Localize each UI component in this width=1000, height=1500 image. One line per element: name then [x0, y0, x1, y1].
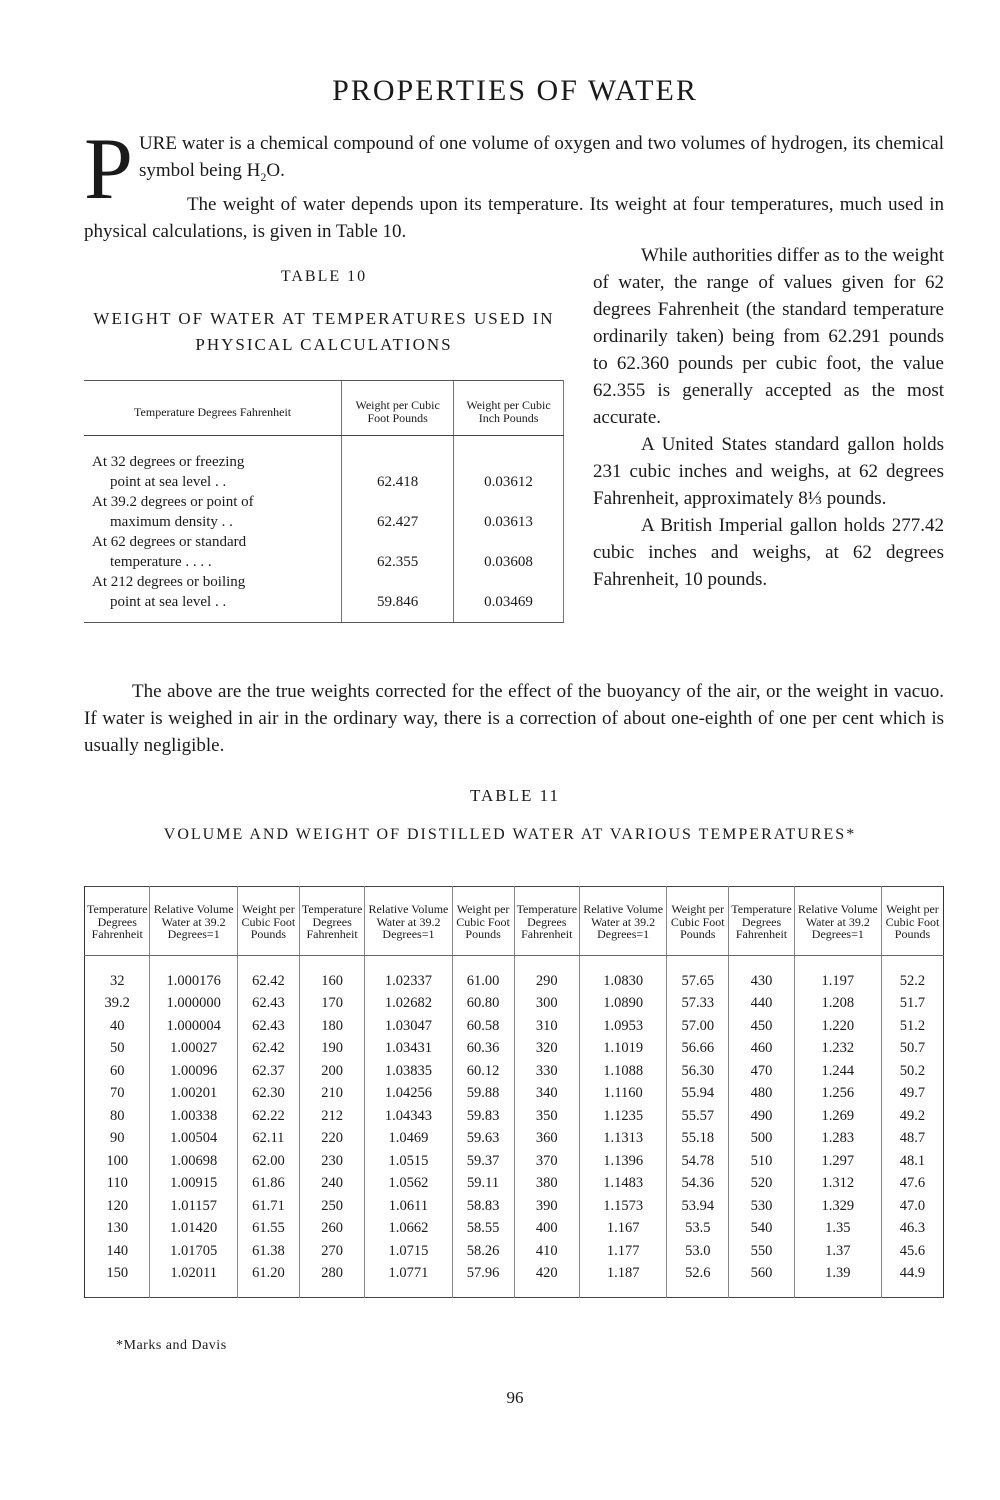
table-11-cell-temp: 450 — [729, 1015, 794, 1038]
table-11-cell-wt: 44.9 — [881, 1262, 943, 1297]
table-11-cell-temp: 212 — [299, 1105, 364, 1128]
table-11-cell-wt: 51.7 — [881, 992, 943, 1015]
table-11-cell-temp: 190 — [299, 1037, 364, 1060]
table-11-cell-wt: 48.7 — [881, 1127, 943, 1150]
table-11-cell-wt: 52.2 — [881, 955, 943, 992]
table-11-cell-temp: 50 — [85, 1037, 150, 1060]
table-11-cell-vol: 1.00338 — [150, 1105, 237, 1128]
table-11-cell-vol: 1.283 — [794, 1127, 881, 1150]
table-11-cell-wt: 57.33 — [667, 992, 729, 1015]
table-11-cell-vol: 1.02682 — [365, 992, 452, 1015]
table-11-cell-vol: 1.02011 — [150, 1262, 237, 1297]
table-11-row — [85, 1150, 944, 1173]
table-11-cell-vol: 1.000004 — [150, 1015, 237, 1038]
table-11-header-wt: Weight per Cubic Foot Pounds — [452, 887, 514, 956]
table-11-cell-temp: 460 — [729, 1037, 794, 1060]
table-11-cell-temp: 290 — [514, 955, 579, 992]
table-11-cell-wt: 45.6 — [881, 1240, 943, 1263]
table-11-row — [85, 1127, 944, 1150]
table-11-cell-vol: 1.0715 — [365, 1240, 452, 1263]
table-11-cell-wt: 59.11 — [452, 1172, 514, 1195]
table-11-cell-vol: 1.01420 — [150, 1217, 237, 1240]
intro-sentence-2: The weight of water depends upon its temperature. Its weight at four temperatures, much used in physical calculations, is given in Table 10. — [84, 193, 944, 242]
table-11-cell-wt: 57.65 — [667, 955, 729, 992]
table-11-cell-temp: 380 — [514, 1172, 579, 1195]
table-11-cell-temp: 340 — [514, 1082, 579, 1105]
side-paragraph-us-gallon: A United States standard gallon holds 231 cubic inches and weighs, at 62 degrees Fahrenheit, approximately 8⅓ pounds. — [593, 434, 944, 509]
table-10-title: WEIGHT OF WATER AT TEMPERATURES USED IN PHYSICAL CALCULATIONS — [93, 309, 555, 354]
table-10-row — [84, 532, 564, 572]
table-11-cell-wt: 49.2 — [881, 1105, 943, 1128]
table-11-cell-wt: 62.37 — [237, 1060, 299, 1083]
table-10-header-temp: Temperature Degrees Fahrenheit — [84, 381, 342, 436]
table-11-header-temp: Temperature Degrees Fahrenheit — [299, 887, 364, 956]
table-11-cell-vol: 1.1235 — [580, 1105, 667, 1128]
table-11-cell-temp: 240 — [299, 1172, 364, 1195]
table-11-row — [85, 992, 944, 1015]
table-11-cell-wt: 59.37 — [452, 1150, 514, 1173]
table-11-cell-wt: 62.43 — [237, 992, 299, 1015]
table-11-row — [85, 1082, 944, 1105]
table-11-row — [85, 1037, 944, 1060]
table-11-cell-temp: 560 — [729, 1262, 794, 1297]
table-11-cell-wt: 50.2 — [881, 1060, 943, 1083]
table-11-cell-wt: 61.00 — [452, 955, 514, 992]
table-11-cell-temp: 540 — [729, 1217, 794, 1240]
table-11-cell-vol: 1.1160 — [580, 1082, 667, 1105]
table-11-cell-vol: 1.220 — [794, 1015, 881, 1038]
table-11-title: VOLUME AND WEIGHT OF DISTILLED WATER AT VARIOUS TEMPERATURES* — [163, 826, 857, 843]
table-10-cu-ft-value: 59.846 — [342, 572, 454, 623]
table-10-condition: At 32 degrees or freezing point at sea level . . — [92, 454, 245, 490]
table-10-condition: At 39.2 degrees or point of maximum density . . — [92, 494, 254, 530]
table-10-header-cu-ft: Weight per Cubic Foot Pounds — [342, 381, 454, 436]
table-11-cell-temp: 310 — [514, 1015, 579, 1038]
table-11-row — [85, 955, 944, 992]
table-10-row — [84, 436, 564, 493]
table-11-cell-temp: 520 — [729, 1172, 794, 1195]
table-11-cell-wt: 58.83 — [452, 1195, 514, 1218]
table-11-cell-wt: 62.11 — [237, 1127, 299, 1150]
table-11-cell-temp: 210 — [299, 1082, 364, 1105]
table-11-cell-wt: 46.3 — [881, 1217, 943, 1240]
drop-cap: P — [84, 121, 133, 218]
table-11-cell-wt: 53.0 — [667, 1240, 729, 1263]
table-11-cell-vol: 1.01705 — [150, 1240, 237, 1263]
intro-sentence-1: URE water is a chemical compound of one volume of oxygen and two volumes of hydrogen, its chemical symbol being — [138, 133, 944, 181]
table-11-cell-temp: 280 — [299, 1262, 364, 1297]
table-11-cell-wt: 57.00 — [667, 1015, 729, 1038]
table-11-header-vol: Relative Volume Water at 39.2 Degrees=1 — [365, 887, 452, 956]
table-11-cell-vol: 1.39 — [794, 1262, 881, 1297]
table-11-cell-vol: 1.0611 — [365, 1195, 452, 1218]
table-10-cu-ft-value: 62.418 — [342, 436, 454, 493]
table-11-cell-wt: 57.96 — [452, 1262, 514, 1297]
table-11-cell-temp: 80 — [85, 1105, 150, 1128]
page-number: 96 — [506, 1388, 524, 1407]
table-11-cell-wt: 47.6 — [881, 1172, 943, 1195]
table-11-cell-temp: 440 — [729, 992, 794, 1015]
table-11-cell-wt: 54.78 — [667, 1150, 729, 1173]
table-11-cell-temp: 120 — [85, 1195, 150, 1218]
table-11-row — [85, 1262, 944, 1297]
table-11-cell-wt: 51.2 — [881, 1015, 943, 1038]
table-11-cell-temp: 300 — [514, 992, 579, 1015]
table-10-header-cu-in: Weight per Cubic Inch Pounds — [454, 381, 564, 436]
table-10 — [84, 380, 564, 623]
table-11-cell-temp: 410 — [514, 1240, 579, 1263]
table-11-cell-vol: 1.197 — [794, 955, 881, 992]
table-11-cell-vol: 1.00201 — [150, 1082, 237, 1105]
side-paragraph-imperial-gallon: A British Imperial gallon holds 277.42 cubic inches and weighs, at 62 degrees Fahrenheit, 10 pounds. — [593, 515, 944, 590]
table-11-cell-temp: 32 — [85, 955, 150, 992]
table-11-cell-wt: 62.42 — [237, 1037, 299, 1060]
table-10-row — [84, 572, 564, 623]
table-11-cell-vol: 1.297 — [794, 1150, 881, 1173]
table-11-cell-vol: 1.35 — [794, 1217, 881, 1240]
table-11-cell-vol: 1.00027 — [150, 1037, 237, 1060]
table-11-cell-wt: 61.38 — [237, 1240, 299, 1263]
table-11-cell-wt: 55.18 — [667, 1127, 729, 1150]
table-11-cell-vol: 1.0890 — [580, 992, 667, 1015]
table-11-cell-vol: 1.02337 — [365, 955, 452, 992]
table-11-header-vol: Relative Volume Water at 39.2 Degrees=1 — [150, 887, 237, 956]
table-11-cell-temp: 470 — [729, 1060, 794, 1083]
table-11-cell-vol: 1.0771 — [365, 1262, 452, 1297]
table-10-cu-in-value: 0.03613 — [454, 492, 564, 532]
table-11-cell-wt: 60.80 — [452, 992, 514, 1015]
table-10-condition: At 62 degrees or standard temperature . . . . — [92, 534, 247, 570]
table-11-cell-vol: 1.0562 — [365, 1172, 452, 1195]
table-11-cell-temp: 270 — [299, 1240, 364, 1263]
intro-paragraph — [84, 121, 944, 245]
table-11-cell-temp: 110 — [85, 1172, 150, 1195]
table-11-header-vol: Relative Volume Water at 39.2 Degrees=1 — [580, 887, 667, 956]
table-11-cell-wt: 60.12 — [452, 1060, 514, 1083]
table-11-cell-temp: 500 — [729, 1127, 794, 1150]
table-11-cell-vol: 1.00915 — [150, 1172, 237, 1195]
table-11-cell-wt: 52.6 — [667, 1262, 729, 1297]
table-11-cell-vol: 1.187 — [580, 1262, 667, 1297]
table-11-cell-vol: 1.00096 — [150, 1060, 237, 1083]
table-10-row — [84, 492, 564, 532]
table-11-cell-wt: 55.94 — [667, 1082, 729, 1105]
table-11-cell-temp: 40 — [85, 1015, 150, 1038]
table-11-cell-vol: 1.0515 — [365, 1150, 452, 1173]
table-11-cell-vol: 1.1088 — [580, 1060, 667, 1083]
table-11-header-vol: Relative Volume Water at 39.2 Degrees=1 — [794, 887, 881, 956]
table-11-cell-vol: 1.1313 — [580, 1127, 667, 1150]
table-11-label: TABLE 11 — [469, 786, 561, 805]
table-11-cell-temp: 100 — [85, 1150, 150, 1173]
table-11-cell-vol: 1.329 — [794, 1195, 881, 1218]
table-11-cell-temp: 400 — [514, 1217, 579, 1240]
table-11-row — [85, 1105, 944, 1128]
table-11-cell-temp: 320 — [514, 1037, 579, 1060]
table-11-cell-temp: 510 — [729, 1150, 794, 1173]
table-11-cell-wt: 54.36 — [667, 1172, 729, 1195]
table-11-cell-wt: 59.63 — [452, 1127, 514, 1150]
table-11-cell-temp: 200 — [299, 1060, 364, 1083]
table-11-cell-wt: 58.55 — [452, 1217, 514, 1240]
table-11-cell-vol: 1.232 — [794, 1037, 881, 1060]
table-11-cell-vol: 1.208 — [794, 992, 881, 1015]
table-11-row — [85, 1217, 944, 1240]
table-11-cell-temp: 360 — [514, 1127, 579, 1150]
table-11-cell-vol: 1.167 — [580, 1217, 667, 1240]
table-11-cell-temp: 350 — [514, 1105, 579, 1128]
side-paragraph-authorities: While authorities differ as to the weight of water, the range of values given for 62 degrees Fahrenheit (the standard temperature ordinarily taken) being from 62.291 pounds to 62.360 pounds per cubic foot, the value 62.355 is generally accepted as the most accurate. — [593, 245, 944, 428]
table-11-cell-wt: 62.43 — [237, 1015, 299, 1038]
table-11-cell-wt: 59.88 — [452, 1082, 514, 1105]
table-11 — [84, 886, 944, 1298]
table-11-cell-temp: 230 — [299, 1150, 364, 1173]
table-11-row — [85, 1015, 944, 1038]
table-11-cell-vol: 1.04256 — [365, 1082, 452, 1105]
table-11-cell-temp: 60 — [85, 1060, 150, 1083]
buoyancy-paragraph: The above are the true weights corrected for the effect of the buoyancy of the air, or the weight in vacuo. If water is weighed in air in the ordinary way, there is a correction of about one-eighth of one per cent which is usually negligible. — [84, 681, 944, 756]
table-11-header-temp: Temperature Degrees Fahrenheit — [729, 887, 794, 956]
table-11-cell-temp: 90 — [85, 1127, 150, 1150]
table-11-cell-vol: 1.1396 — [580, 1150, 667, 1173]
table-11-cell-temp: 420 — [514, 1262, 579, 1297]
table-11-cell-temp: 370 — [514, 1150, 579, 1173]
table-11-cell-wt: 61.20 — [237, 1262, 299, 1297]
table-11-cell-temp: 430 — [729, 955, 794, 992]
table-11-cell-temp: 140 — [85, 1240, 150, 1263]
table-11-cell-temp: 480 — [729, 1082, 794, 1105]
table-11-cell-vol: 1.269 — [794, 1105, 881, 1128]
table-11-cell-wt: 53.5 — [667, 1217, 729, 1240]
table-11-cell-temp: 39.2 — [85, 992, 150, 1015]
table-11-cell-wt: 60.58 — [452, 1015, 514, 1038]
table-11-row — [85, 1240, 944, 1263]
table-11-cell-temp: 550 — [729, 1240, 794, 1263]
table-11-cell-temp: 530 — [729, 1195, 794, 1218]
table-11-cell-wt: 58.26 — [452, 1240, 514, 1263]
table-11-cell-vol: 1.000176 — [150, 955, 237, 992]
table-11-cell-vol: 1.0469 — [365, 1127, 452, 1150]
table-11-header-temp: Temperature Degrees Fahrenheit — [85, 887, 150, 956]
table-11-cell-vol: 1.1019 — [580, 1037, 667, 1060]
table-11-cell-temp: 390 — [514, 1195, 579, 1218]
table-11-cell-wt: 61.55 — [237, 1217, 299, 1240]
table-11-cell-vol: 1.0830 — [580, 955, 667, 992]
table-11-cell-vol: 1.1573 — [580, 1195, 667, 1218]
table-11-cell-wt: 62.42 — [237, 955, 299, 992]
table-11-header-temp: Temperature Degrees Fahrenheit — [514, 887, 579, 956]
side-text — [593, 242, 944, 593]
table-11-header-wt: Weight per Cubic Foot Pounds — [881, 887, 943, 956]
page-title: PROPERTIES OF WATER — [332, 74, 698, 107]
table-11-cell-wt: 55.57 — [667, 1105, 729, 1128]
table-10-cu-in-value: 0.03469 — [454, 572, 564, 623]
table-11-cell-vol: 1.03047 — [365, 1015, 452, 1038]
table-11-cell-temp: 490 — [729, 1105, 794, 1128]
table-11-cell-temp: 70 — [85, 1082, 150, 1105]
table-11-cell-vol: 1.256 — [794, 1082, 881, 1105]
table-11-cell-wt: 56.30 — [667, 1060, 729, 1083]
table-11-cell-vol: 1.01157 — [150, 1195, 237, 1218]
table-11-cell-vol: 1.0662 — [365, 1217, 452, 1240]
table-10-cu-ft-value: 62.355 — [342, 532, 454, 572]
chemical-formula: $H_2O$. — [246, 160, 285, 184]
table-11-cell-wt: 49.7 — [881, 1082, 943, 1105]
table-11-cell-vol: 1.177 — [580, 1240, 667, 1263]
footnote: *Marks and Davis — [116, 1338, 227, 1353]
table-11-cell-vol: 1.312 — [794, 1172, 881, 1195]
table-11-row — [85, 1195, 944, 1218]
table-11-cell-temp: 330 — [514, 1060, 579, 1083]
table-11-cell-wt: 62.00 — [237, 1150, 299, 1173]
table-11-cell-wt: 62.30 — [237, 1082, 299, 1105]
table-11-cell-temp: 170 — [299, 992, 364, 1015]
table-11-cell-wt: 53.94 — [667, 1195, 729, 1218]
table-11-cell-temp: 160 — [299, 955, 364, 992]
table-10-cu-in-value: 0.03612 — [454, 436, 564, 493]
table-11-cell-temp: 180 — [299, 1015, 364, 1038]
table-11-cell-wt: 59.83 — [452, 1105, 514, 1128]
table-10-condition: At 212 degrees or boiling point at sea level . . — [84, 572, 342, 623]
table-11-cell-wt: 60.36 — [452, 1037, 514, 1060]
table-11-cell-vol: 1.1483 — [580, 1172, 667, 1195]
table-11-row — [85, 1060, 944, 1083]
table-11-cell-temp: 260 — [299, 1217, 364, 1240]
table-11-cell-vol: 1.00698 — [150, 1150, 237, 1173]
table-11-cell-vol: 1.000000 — [150, 992, 237, 1015]
table-11-cell-wt: 62.22 — [237, 1105, 299, 1128]
table-10-cu-ft-value: 62.427 — [342, 492, 454, 532]
table-11-cell-vol: 1.04343 — [365, 1105, 452, 1128]
table-11-cell-vol: 1.244 — [794, 1060, 881, 1083]
table-11-cell-vol: 1.00504 — [150, 1127, 237, 1150]
table-11-cell-temp: 220 — [299, 1127, 364, 1150]
table-11-cell-temp: 150 — [85, 1262, 150, 1297]
table-10-label: TABLE 10 — [280, 268, 368, 285]
table-11-cell-wt: 56.66 — [667, 1037, 729, 1060]
table-11-cell-wt: 50.7 — [881, 1037, 943, 1060]
table-11-cell-wt: 61.86 — [237, 1172, 299, 1195]
table-11-cell-temp: 250 — [299, 1195, 364, 1218]
table-11-cell-vol: 1.37 — [794, 1240, 881, 1263]
table-11-cell-wt: 48.1 — [881, 1150, 943, 1173]
table-10-cu-in-value: 0.03608 — [454, 532, 564, 572]
table-11-row — [85, 1172, 944, 1195]
table-11-cell-vol: 1.03431 — [365, 1037, 452, 1060]
table-11-cell-wt: 61.71 — [237, 1195, 299, 1218]
table-11-header-wt: Weight per Cubic Foot Pounds — [667, 887, 729, 956]
table-11-cell-vol: 1.0953 — [580, 1015, 667, 1038]
table-11-cell-vol: 1.03835 — [365, 1060, 452, 1083]
table-11-cell-wt: 47.0 — [881, 1195, 943, 1218]
table-11-header-wt: Weight per Cubic Foot Pounds — [237, 887, 299, 956]
table-11-cell-temp: 130 — [85, 1217, 150, 1240]
